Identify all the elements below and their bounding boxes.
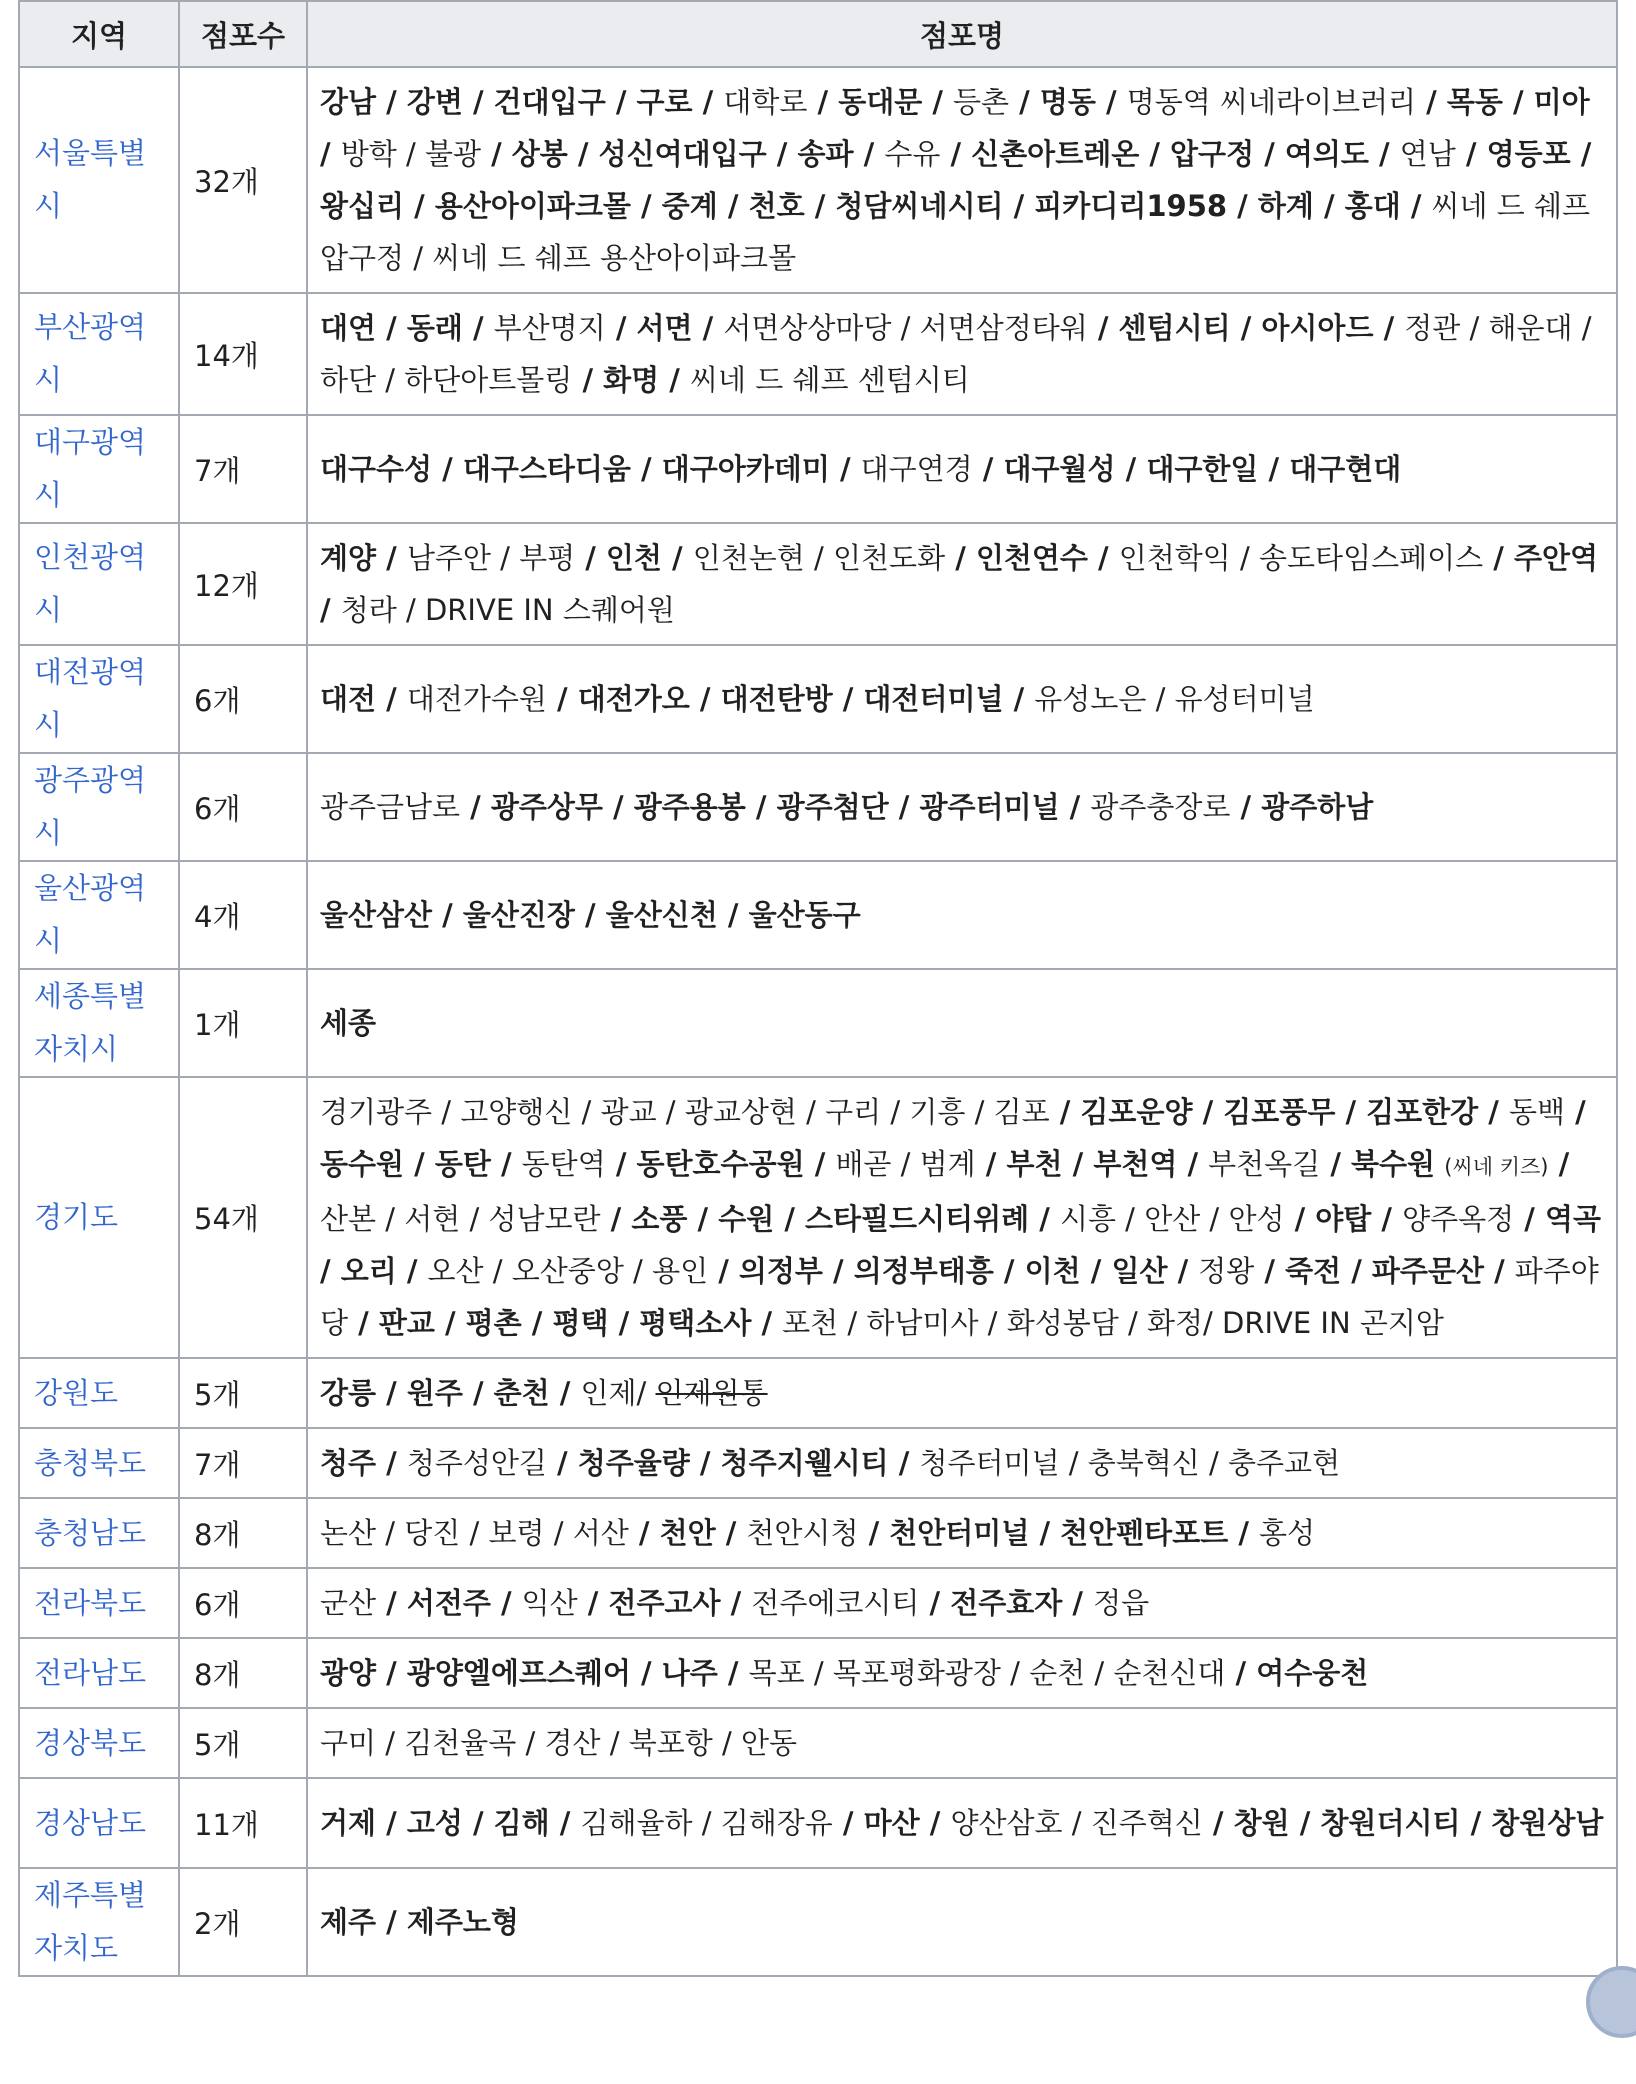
region-link[interactable]: 광주광역시: [34, 763, 147, 850]
store-name: 대구한일: [1146, 452, 1259, 486]
store-name: 구리: [825, 1095, 882, 1129]
store-name: 광양엘에프스퀘어: [406, 1656, 631, 1690]
store-name: 성신여대입구: [598, 137, 767, 171]
store-count-cell: 6개: [179, 1568, 307, 1638]
store-names-cell: 제주 / 제주노형: [307, 1868, 1617, 1976]
region-cell: [19, 1568, 179, 1638]
region-cell: [19, 1638, 179, 1708]
store-count-cell: 32개: [179, 67, 307, 293]
store-name: 유성노은: [1034, 682, 1147, 716]
store-name: 대전: [320, 682, 377, 716]
store-name: 대구연경: [860, 452, 973, 486]
store-name: 씨네 드 쉐프 압구정: [320, 189, 1591, 275]
store-name: 창원더시티: [1320, 1806, 1461, 1840]
store-names-cell: 청주 / 청주성안길 / 청주율량 / 청주지웰시티 / 청주터미널 / 충북혁신 / 충주교현: [307, 1428, 1617, 1498]
store-name: 천호: [748, 189, 805, 223]
store-name: 등촌: [953, 85, 1010, 119]
store-name: 방학: [340, 137, 397, 171]
store-name: 양주옥정: [1402, 1202, 1515, 1236]
store-name: 구미: [320, 1726, 377, 1760]
store-name: 춘천: [493, 1376, 550, 1410]
store-name: 하단: [320, 363, 377, 397]
region-link[interactable]: 경상남도: [34, 1805, 147, 1840]
store-name: 광주하남: [1261, 790, 1374, 824]
store-name: 대학로: [723, 85, 808, 119]
store-name: 왕십리: [320, 189, 405, 223]
store-name: 건대입구: [493, 85, 606, 119]
store-name: 씨네 드 쉐프 센텀시티: [689, 363, 970, 397]
store-name: 포천: [782, 1306, 839, 1340]
table-row: [19, 645, 1617, 753]
store-name: 부산명지: [493, 311, 606, 345]
store-name: 인천논현: [692, 541, 805, 575]
store-name: 인제: [580, 1376, 637, 1410]
store-name: 의정부: [738, 1254, 823, 1288]
store-name: 압구정: [1170, 137, 1255, 171]
store-name: 강릉: [320, 1376, 377, 1410]
store-name: 제주: [320, 1905, 377, 1939]
store-name: 김포운양: [1080, 1095, 1193, 1129]
store-count-cell: 12개: [179, 523, 307, 645]
store-name: 서면상상마당: [723, 311, 892, 345]
store-names-cell: 구미 / 김천율곡 / 경산 / 북포항 / 안동: [307, 1708, 1617, 1778]
store-name: 수유: [884, 137, 941, 171]
store-name: 파주문산: [1371, 1254, 1484, 1288]
store-name: 진주혁신: [1090, 1806, 1203, 1840]
store-name: 안산: [1144, 1202, 1201, 1236]
region-cell: [19, 1498, 179, 1568]
store-name: 청담씨네시티: [835, 189, 1004, 223]
region-link[interactable]: 인천광역시: [34, 540, 147, 627]
store-name: 홍대: [1344, 189, 1401, 223]
store-name: 이천: [1024, 1254, 1081, 1288]
store-name: 남주안: [406, 541, 491, 575]
store-names-cell: 군산 / 서전주 / 익산 / 전주고사 / 전주에코시티 / 전주효자 / 정읍: [307, 1568, 1617, 1638]
store-name: 의정부태흥: [853, 1254, 994, 1288]
header-region: 지역: [19, 1, 179, 67]
store-name: 목동: [1446, 85, 1503, 119]
store-name: 동백: [1509, 1095, 1566, 1129]
store-name: 명동역 씨네라이브러리: [1126, 85, 1417, 119]
store-name: 천안: [659, 1516, 716, 1550]
store-name: 전주고사: [608, 1586, 721, 1620]
store-name: 천안시청: [746, 1516, 859, 1550]
store-name: 동탄: [434, 1147, 491, 1181]
store-name: 스타필드시티위례: [805, 1202, 1030, 1236]
store-name: 김해율하: [580, 1806, 693, 1840]
store-name: 청주율량: [577, 1446, 690, 1480]
store-name: 화명: [603, 363, 660, 397]
store-name: 평촌: [465, 1306, 522, 1340]
table-row: [19, 293, 1617, 415]
store-count-cell: 8개: [179, 1638, 307, 1708]
store-count-cell: 6개: [179, 645, 307, 753]
store-name: 창원: [1233, 1806, 1290, 1840]
store-name: 인천학익: [1118, 541, 1231, 575]
table-row: [19, 1868, 1617, 1976]
store-name: 부천: [1006, 1147, 1063, 1181]
store-name: 울산신천: [605, 898, 718, 932]
store-names-cell: [307, 969, 1617, 1077]
store-count-cell: 6개: [179, 753, 307, 861]
store-name: 용인: [652, 1254, 709, 1288]
table-row: [19, 1498, 1617, 1568]
store-name: 송도타임스페이스: [1259, 541, 1484, 575]
table-row: [19, 861, 1617, 969]
store-name: 성남모란: [488, 1202, 601, 1236]
store-name: 대전탄방: [720, 682, 833, 716]
region-cell: [19, 645, 179, 753]
header-count: 점포수: [179, 1, 307, 67]
store-name: 대전터미널: [863, 682, 1004, 716]
store-name: 인천: [605, 541, 662, 575]
store-name: 울산진장: [462, 898, 575, 932]
store-name: 경기광주: [320, 1095, 433, 1129]
store-count-cell: 7개: [179, 1428, 307, 1498]
store-name: 김해장유: [720, 1806, 833, 1840]
store-name: 구로: [636, 85, 693, 119]
store-name: 청주지웰시티: [720, 1446, 889, 1480]
store-name: 유성터미널: [1174, 682, 1315, 716]
store-names-cell: 강남 / 강변 / 건대입구 / 구로 / 대학로 / 동대문 / 등촌 / 명동 / 명동역 씨네라이브러리 / 목동 / 미아 / 방학 / 불광 / 상봉 / 성신여대입구 / 송파 / 수유 / 신촌아트레온 / 압구정 / 여의도 / 연남 / 영등포 / 왕십리 / 용산아이파크몰 / 중계 / 천호 / 청담씨네시티 / 피카디리1958 / 하계 / 홍대 / 씨네 드 쉐프 압구정 / 씨네 드 쉐프 용산아이파크몰: [307, 67, 1617, 293]
store-name: 대연: [320, 311, 377, 345]
store-names-cell: 강릉 / 원주 / 춘천 / 인제/ 인제원통: [307, 1358, 1617, 1428]
store-name: 동대문: [838, 85, 923, 119]
store-name: 거제: [320, 1806, 377, 1840]
store-name: 서현: [404, 1202, 461, 1236]
store-name: 부천역: [1093, 1147, 1178, 1181]
store-name: 대구수성: [320, 452, 433, 486]
store-name: 여수웅천: [1256, 1656, 1369, 1690]
store-name: 보령: [488, 1516, 545, 1550]
store-name: 김포한강: [1366, 1095, 1479, 1129]
store-name: 광주충장로: [1090, 790, 1231, 824]
region-link[interactable]: 울산광역시: [34, 871, 147, 958]
store-name: 광주첨단: [776, 790, 889, 824]
region-cell: [19, 415, 179, 523]
store-name: 상봉: [511, 137, 568, 171]
region-cell: [19, 67, 179, 293]
store-count-cell: 4개: [179, 861, 307, 969]
region-cell: [19, 1778, 179, 1868]
store-name: 목포평화광장: [832, 1656, 1001, 1690]
store-name: 순천신대: [1113, 1656, 1226, 1690]
store-name: 전주효자: [950, 1586, 1063, 1620]
store-name: 안성: [1228, 1202, 1285, 1236]
store-name: 광주금남로: [320, 790, 461, 824]
store-name: 천안터미널: [889, 1516, 1030, 1550]
region-link[interactable]: 세종특별자치시: [34, 979, 147, 1066]
store-name: 순천: [1029, 1656, 1086, 1690]
store-names-cell: 논산 / 당진 / 보령 / 서산 / 천안 / 천안시청 / 천안터미널 / 천안펜타포트 / 홍성: [307, 1498, 1617, 1568]
store-name: 하계: [1257, 189, 1314, 223]
region-cell: [19, 1868, 179, 1976]
store-name: 천안펜타포트: [1060, 1516, 1229, 1550]
region-cell: [19, 1428, 179, 1498]
store-name: 김포풍무: [1223, 1095, 1336, 1129]
store-name: 대구현대: [1289, 452, 1402, 486]
store-name: 북포항: [628, 1726, 713, 1760]
store-name: 송파: [797, 137, 854, 171]
store-name: 판교: [378, 1306, 435, 1340]
store-names-cell: 광주금남로 / 광주상무 / 광주용봉 / 광주첨단 / 광주터미널 / 광주충장로 / 광주하남: [307, 753, 1617, 861]
store-name: 김포: [993, 1095, 1050, 1129]
store-name: 죽전: [1285, 1254, 1342, 1288]
region-link[interactable]: 충청북도: [34, 1445, 147, 1480]
store-names-cell: 울산삼산 / 울산진장 / 울산신천 / 울산동구: [307, 861, 1617, 969]
store-name: 익산: [521, 1586, 578, 1620]
store-name: 울산동구: [748, 898, 861, 932]
store-name: 대구스타디움: [462, 452, 631, 486]
store-count-cell: 11개: [179, 1778, 307, 1868]
store-name: 마산: [863, 1806, 920, 1840]
store-name: 청주터미널: [919, 1446, 1060, 1480]
store-name: 평택: [552, 1306, 609, 1340]
region-cell: [19, 1708, 179, 1778]
store-name: 시흥: [1059, 1202, 1116, 1236]
table-row: [19, 1358, 1617, 1428]
table-row: [19, 67, 1617, 293]
store-name: 대구월성: [1003, 452, 1116, 486]
store-name: 여의도: [1284, 137, 1369, 171]
table-row: [19, 415, 1617, 523]
store-name: 광주상무: [490, 790, 603, 824]
store-names-cell: 광양 / 광양엘에프스퀘어 / 나주 / 목포 / 목포평화광장 / 순천 / 순천신대 / 여수웅천: [307, 1638, 1617, 1708]
store-name: 용산아이파크몰: [434, 189, 631, 223]
store-name: 불광: [424, 137, 481, 171]
store-names-cell: 계양 / 남주안 / 부평 / 인천 / 인천논현 / 인천도화 / 인천연수 / 인천학익 / 송도타임스페이스 / 주안역 / 청라 / DRIVE IN 스퀘어원: [307, 523, 1617, 645]
store-name: 범계: [919, 1147, 976, 1181]
table-row: [19, 969, 1617, 1077]
table-row: [19, 1778, 1617, 1868]
store-name: 피카디리1958: [1034, 189, 1228, 223]
store-name: 소풍: [631, 1202, 688, 1236]
store-name: 원주: [406, 1376, 463, 1410]
store-name: 고양행신: [460, 1095, 573, 1129]
store-name: 전주에코시티: [751, 1586, 920, 1620]
store-name: 영등포: [1486, 137, 1571, 171]
store-note: (씨네 키즈): [1444, 1155, 1549, 1179]
store-name: 정읍: [1093, 1586, 1150, 1620]
store-name: 중계: [661, 189, 718, 223]
store-name: 나주: [661, 1656, 718, 1690]
store-count-cell: 54개: [179, 1077, 307, 1358]
store-name: 광양: [320, 1656, 377, 1690]
store-name: 충주교현: [1228, 1446, 1341, 1480]
store-names-cell: 대전 / 대전가수원 / 대전가오 / 대전탄방 / 대전터미널 / 유성노은 / 유성터미널: [307, 645, 1617, 753]
region-cell: [19, 861, 179, 969]
store-name: 수원: [718, 1202, 775, 1236]
store-name: 서면삼정타워: [919, 311, 1088, 345]
store-count-cell: 14개: [179, 293, 307, 415]
table-row: [19, 753, 1617, 861]
region-link[interactable]: 서울특별시: [34, 136, 147, 223]
store-count-cell: 8개: [179, 1498, 307, 1568]
store-name: 평택소사: [639, 1306, 752, 1340]
store-name: 오리: [340, 1254, 397, 1288]
store-count-cell: 1개: [179, 969, 307, 1077]
store-count-cell: 2개: [179, 1868, 307, 1976]
store-name: 강변: [406, 85, 463, 119]
store-name: 김해: [493, 1806, 550, 1840]
region-link[interactable]: 강원도: [34, 1375, 119, 1410]
table-row: [19, 1428, 1617, 1498]
store-name: 오산: [427, 1254, 484, 1288]
store-count-cell: 5개: [179, 1708, 307, 1778]
store-name: 아시아드: [1261, 311, 1374, 345]
store-name: 역곡: [1544, 1202, 1601, 1236]
store-name: 정왕: [1198, 1254, 1255, 1288]
region-link[interactable]: 전라북도: [34, 1585, 147, 1620]
store-name: 기흥: [909, 1095, 966, 1129]
region-link[interactable]: 충청남도: [34, 1515, 147, 1550]
region-cell: [19, 293, 179, 415]
store-name: 하남미사: [866, 1306, 979, 1340]
store-name: 제주노형: [406, 1905, 519, 1939]
store-name: 논산: [320, 1516, 377, 1550]
store-name: 동수원: [320, 1147, 405, 1181]
store-name: 동탄역: [521, 1147, 606, 1181]
region-link[interactable]: 부산광역시: [34, 310, 147, 397]
region-link[interactable]: 경상북도: [34, 1725, 147, 1760]
store-name: 청주: [320, 1446, 377, 1480]
store-name: 연남: [1399, 137, 1456, 171]
store-names-cell: 대구수성 / 대구스타디움 / 대구아카데미 / 대구연경 / 대구월성 / 대구한일 / 대구현대: [307, 415, 1617, 523]
table-wrapper: [18, 0, 1616, 1977]
store-count-cell: 5개: [179, 1358, 307, 1428]
store-name: 서면: [636, 311, 693, 345]
store-name: DRIVE IN 스퀘어원: [424, 593, 675, 627]
store-name: 광주터미널: [919, 790, 1060, 824]
store-name: 부평: [519, 541, 576, 575]
store-name: 군산: [320, 1586, 377, 1620]
store-name: 당진: [404, 1516, 461, 1550]
region-cell: [19, 1077, 179, 1358]
store-name: 강남: [320, 85, 377, 119]
store-name: 정관: [1404, 311, 1461, 345]
store-name: 대구아카데미: [661, 452, 830, 486]
region-cell: [19, 753, 179, 861]
store-names-cell: 거제 / 고성 / 김해 / 김해율하 / 김해장유 / 마산 / 양산삼호 / 진주혁신 / 창원 / 창원더시티 / 창원상남: [307, 1778, 1617, 1868]
store-name: 신촌아트레온: [971, 137, 1140, 171]
store-name: 인천도화: [833, 541, 946, 575]
store-name: 대전가오: [577, 682, 690, 716]
store-name: 대전가수원: [406, 682, 547, 716]
store-name: DRIVE IN 곤지암: [1222, 1306, 1444, 1340]
store-name: 충북혁신: [1087, 1446, 1200, 1480]
store-name: 광주용봉: [633, 790, 746, 824]
store-name: 고성: [406, 1806, 463, 1840]
store-name: 동래: [406, 311, 463, 345]
table-row: [19, 1708, 1617, 1778]
table-row: [19, 523, 1617, 645]
store-name: 서전주: [406, 1586, 491, 1620]
store-name: 센텀시티: [1118, 311, 1231, 345]
region-cell: [19, 1358, 179, 1428]
store-name: 세종: [320, 1006, 377, 1040]
store-name: 인제원통: [655, 1376, 768, 1410]
region-link[interactable]: 전라남도: [34, 1655, 147, 1690]
store-names-cell: 경기광주 / 고양행신 / 광교 / 광교상현 / 구리 / 기흥 / 김포 / 김포운양 / 김포풍무 / 김포한강 / 동백 / 동수원 / 동탄 / 동탄역 / 동탄호수공원 / 배곧 / 범계 / 부천 / 부천역 / 부천옥길 / 북수원 (씨네 키즈) / 산본 / 서현 / 성남모란 / 소풍 / 수원 / 스타필드시티위례 / 시흥 / 안산 / 안성 / 야탑 / 양주옥정 / 역곡 / 오리 / 오산 / 오산중앙 / 용인 / 의정부 / 의정부태흥 / 이천 / 일산 / 정왕 / 죽전 / 파주문산 / 파주야당 / 판교 / 평촌 / 평택 / 평택소사 / 포천 / 하남미사 / 화성봉담 / 화정/ DRIVE IN 곤지암: [307, 1077, 1617, 1358]
store-name: 인천연수: [975, 541, 1088, 575]
store-name: 하단아트몰링: [404, 363, 573, 397]
store-name: 김천율곡: [404, 1726, 517, 1760]
store-name: 오산중앙: [511, 1254, 624, 1288]
table-header-row: [19, 1, 1617, 67]
store-count-cell: 7개: [179, 415, 307, 523]
header-names: 점포명: [307, 1, 1617, 67]
store-name: 울산삼산: [320, 898, 433, 932]
store-name: 일산: [1111, 1254, 1168, 1288]
region-cell: [19, 969, 179, 1077]
store-name: 산본: [320, 1202, 377, 1236]
table-body: [19, 67, 1617, 1976]
table-row: [19, 1077, 1617, 1358]
store-table: [18, 0, 1618, 1977]
store-names-cell: 대연 / 동래 / 부산명지 / 서면 / 서면상상마당 / 서면삼정타워 / 센텀시티 / 아시아드 / 정관 / 해운대 / 하단 / 하단아트몰링 / 화명 / 씨네 드 쉐프 센텀시티: [307, 293, 1617, 415]
store-name: 부천옥길: [1208, 1147, 1321, 1181]
store-name: 광교상현: [684, 1095, 797, 1129]
store-name: 야탑: [1315, 1202, 1372, 1236]
store-name: 양산삼호: [950, 1806, 1063, 1840]
store-name: 파주야당: [320, 1254, 1599, 1340]
region-link[interactable]: 대전광역시: [34, 655, 147, 742]
store-name: 안동: [741, 1726, 798, 1760]
store-name: 창원상남: [1491, 1806, 1604, 1840]
store-name: 경산: [544, 1726, 601, 1760]
store-name: 씨네 드 쉐프 용산아이파크몰: [432, 241, 797, 275]
store-name: 청주성안길: [406, 1446, 547, 1480]
store-name: 주안역: [1513, 541, 1598, 575]
store-name: 북수원: [1351, 1147, 1436, 1181]
store-name: 화정: [1146, 1306, 1203, 1340]
store-name: 광교: [600, 1095, 657, 1129]
store-name: 명동: [1039, 85, 1096, 119]
region-link[interactable]: 대구광역시: [34, 425, 147, 512]
store-name: 서산: [572, 1516, 629, 1550]
store-name: 계양: [320, 541, 377, 575]
store-name: 청라: [340, 593, 397, 627]
store-name: 동탄호수공원: [636, 1147, 805, 1181]
store-name: 해운대: [1488, 311, 1573, 345]
store-name: 배곧: [835, 1147, 892, 1181]
table-row: [19, 1568, 1617, 1638]
store-name: 미아: [1533, 85, 1590, 119]
region-link[interactable]: 경기도: [34, 1200, 119, 1234]
store-name: 목포: [748, 1656, 805, 1690]
region-link[interactable]: 제주특별자치도: [34, 1878, 147, 1965]
region-cell: [19, 523, 179, 645]
table-row: [19, 1638, 1617, 1708]
store-name: 화성봉담: [1006, 1306, 1119, 1340]
store-name: 홍성: [1259, 1516, 1316, 1550]
